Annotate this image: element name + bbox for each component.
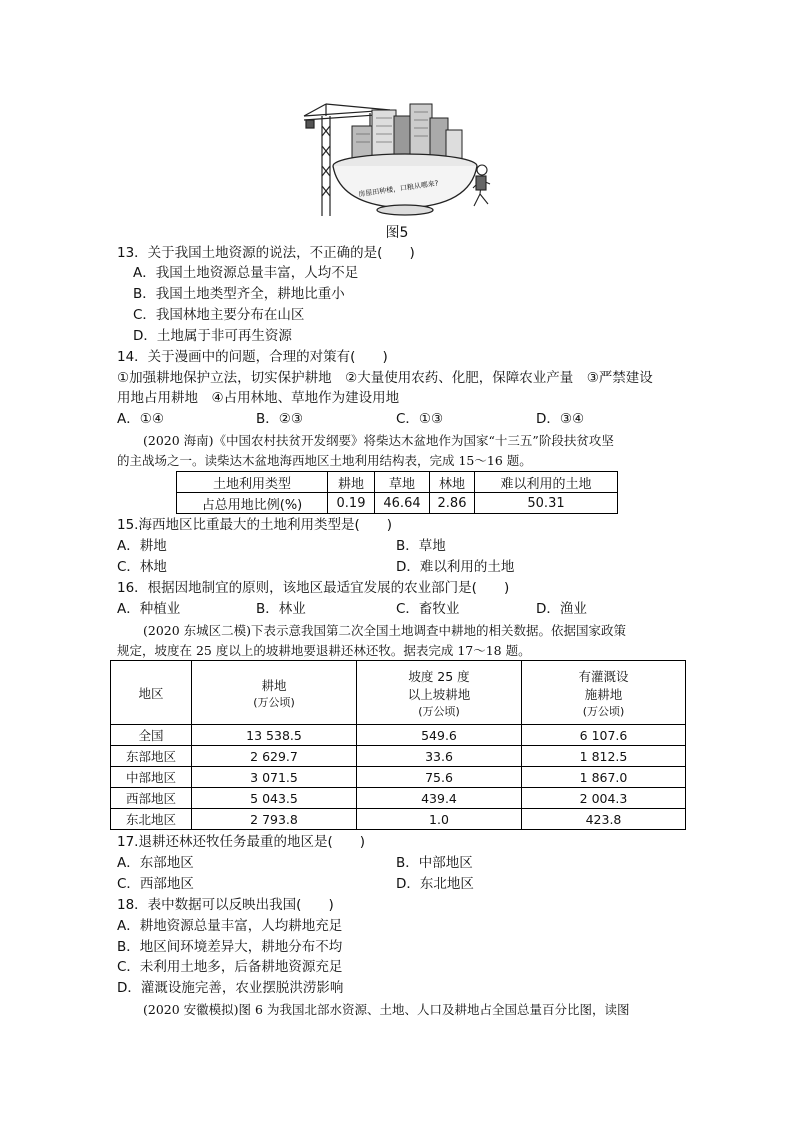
table-header-cell: 土地利用类型 [177, 472, 328, 493]
q17-option-a[interactable]: A．东部地区 [117, 855, 194, 871]
table-row [111, 788, 686, 809]
q14-option-b[interactable]: B．②③ [256, 411, 303, 427]
table-cell: 549.6 [357, 725, 522, 746]
table-header-cell: 草地 [375, 472, 430, 493]
table-header-cell: 难以利用的土地 [475, 472, 618, 493]
q15-option-a[interactable]: A．耕地 [117, 538, 167, 554]
q17-stem: 17.退耕还林还牧任务最重的地区是( ) [117, 834, 366, 850]
table-cell: 33.6 [357, 746, 522, 767]
col-header-farmland [192, 661, 357, 725]
q18-option-d[interactable]: D．灌溉设施完善，农业摆脱洪涝影响 [117, 980, 344, 996]
q17-option-c[interactable]: C．西部地区 [117, 876, 194, 892]
intro-19-line1: (2020 安徽模拟)图 6 为我国北部水资源、土地、人口及耕地占全国总量百分比图，读图 [143, 1002, 630, 1017]
farmland-survey-table [110, 660, 686, 830]
q16-option-d[interactable]: D．渔业 [536, 601, 587, 617]
q16-stem: 16．根据因地制宜的原则，该地区最适宜发展的农业部门是( ) [117, 580, 510, 596]
col-header-label: 施耕地 [584, 686, 623, 702]
q14-option-a[interactable]: A．①④ [117, 411, 164, 427]
table-cell-region: 全国 [111, 725, 192, 746]
table-row [111, 725, 686, 746]
table-cell: 439.4 [357, 788, 522, 809]
table-cell: 2 793.8 [192, 809, 357, 830]
table-row [111, 767, 686, 788]
table-cell: 2.86 [430, 493, 475, 514]
table-cell: 2 629.7 [192, 746, 357, 767]
col-header-slope-farmland [357, 661, 522, 725]
q18-option-a[interactable]: A．耕地资源总量丰富，人均耕地充足 [117, 918, 343, 934]
table-header-cell: 耕地 [328, 472, 375, 493]
table-header-row [177, 472, 618, 493]
q14-stem: 14．关于漫画中的问题，合理的对策有( ) [117, 349, 388, 365]
cartoon-illustration [300, 98, 500, 218]
intro-15-16-line2: 的主战场之一。读柴达木盆地海西地区土地利用结构表，完成 15～16 题。 [117, 453, 532, 468]
table-cell-region: 东部地区 [111, 746, 192, 767]
q17-option-b[interactable]: B．中部地区 [396, 855, 473, 871]
col-header-unit: (万公顷) [418, 704, 460, 718]
col-header-unit: (万公顷) [582, 704, 625, 718]
table-cell: 占总用地比例(%) [177, 493, 328, 514]
table-cell: 1 812.5 [522, 746, 686, 767]
table-row [111, 746, 686, 767]
intro-17-18-line2: 规定，坡度在 25 度以上的坡耕地要退耕还林还牧。据表完成 17～18 题。 [117, 643, 531, 658]
q16-option-b[interactable]: B．林业 [256, 601, 306, 617]
land-use-table [176, 471, 618, 514]
q14-statements-line2: 用地占用耕地 ④占用林地、草地作为建设用地 [117, 390, 400, 406]
q18-option-b[interactable]: B．地区间环境差异大，耕地分布不均 [117, 939, 343, 955]
col-header-irrigated-farmland [522, 661, 686, 725]
q18-option-c[interactable]: C．未利用土地多，后备耕地资源充足 [117, 959, 343, 975]
table-cell: 50.31 [475, 493, 618, 514]
col-header-label: 以上坡耕地 [407, 686, 471, 702]
q13-option-b[interactable]: B．我国土地类型齐全，耕地比重小 [133, 286, 345, 302]
q13-option-a[interactable]: A．我国土地资源总量丰富，人均不足 [133, 265, 359, 281]
col-header-label: 耕地 [261, 677, 287, 693]
col-header-label: 有灌溉设 [578, 668, 629, 684]
table-cell: 1 867.0 [522, 767, 686, 788]
intro-17-18-line1: (2020 东城区二模)下表示意我国第二次全国土地调查中耕地的相关数据。依据国家政策 [143, 623, 627, 638]
table-cell: 75.6 [357, 767, 522, 788]
table-cell: 2 004.3 [522, 788, 686, 809]
q17-option-d[interactable]: D．东北地区 [396, 876, 474, 892]
q15-option-b[interactable]: B．草地 [396, 538, 446, 554]
q15-stem: 15.海西地区比重最大的土地利用类型是( ) [117, 517, 393, 533]
q13-option-c[interactable]: C．我国林地主要分布在山区 [133, 307, 305, 323]
intro-15-16-line1: (2020 海南)《中国农村扶贫开发纲要》将柴达木盆地作为国家“十三五”阶段扶贫攻坚 [143, 433, 614, 448]
table-cell-region: 中部地区 [111, 767, 192, 788]
table-cell: 0.19 [328, 493, 375, 514]
table-cell: 3 071.5 [192, 767, 357, 788]
table-row [111, 809, 686, 830]
bowl-slogan: 房屋田种楼，口粮从哪来? [357, 179, 439, 199]
table-header-cell: 林地 [430, 472, 475, 493]
q15-option-c[interactable]: C．林地 [117, 559, 167, 575]
table-header-row [111, 661, 686, 725]
q14-statements-line1: ①加强耕地保护立法，切实保护耕地 ②大量使用农药、化肥，保障农业产量 ③严禁建设 [117, 370, 653, 386]
q13-stem: 13．关于我国土地资源的说法，不正确的是( ) [117, 245, 415, 261]
q13-option-d[interactable]: D．土地属于非可再生资源 [133, 328, 292, 344]
table-cell: 1.0 [357, 809, 522, 830]
table-cell: 423.8 [522, 809, 686, 830]
q14-option-d[interactable]: D．③④ [536, 411, 585, 427]
q14-option-c[interactable]: C．①③ [396, 411, 444, 427]
q16-option-c[interactable]: C．畜牧业 [396, 601, 460, 617]
col-header-region: 地区 [111, 661, 192, 725]
q18-stem: 18．表中数据可以反映出我国( ) [117, 897, 334, 913]
col-header-unit: (万公顷) [253, 695, 295, 709]
table-cell: 13 538.5 [192, 725, 357, 746]
col-header-label: 坡度 25 度 [408, 668, 470, 684]
table-cell: 6 107.6 [522, 725, 686, 746]
table-row [177, 493, 618, 514]
table-cell-region: 东北地区 [111, 809, 192, 830]
q15-option-d[interactable]: D．难以利用的土地 [396, 559, 515, 575]
table-cell: 5 043.5 [192, 788, 357, 809]
figure-caption: 图5 [385, 225, 409, 241]
table-cell: 46.64 [375, 493, 430, 514]
q16-option-a[interactable]: A．种植业 [117, 601, 181, 617]
table-cell-region: 西部地区 [111, 788, 192, 809]
